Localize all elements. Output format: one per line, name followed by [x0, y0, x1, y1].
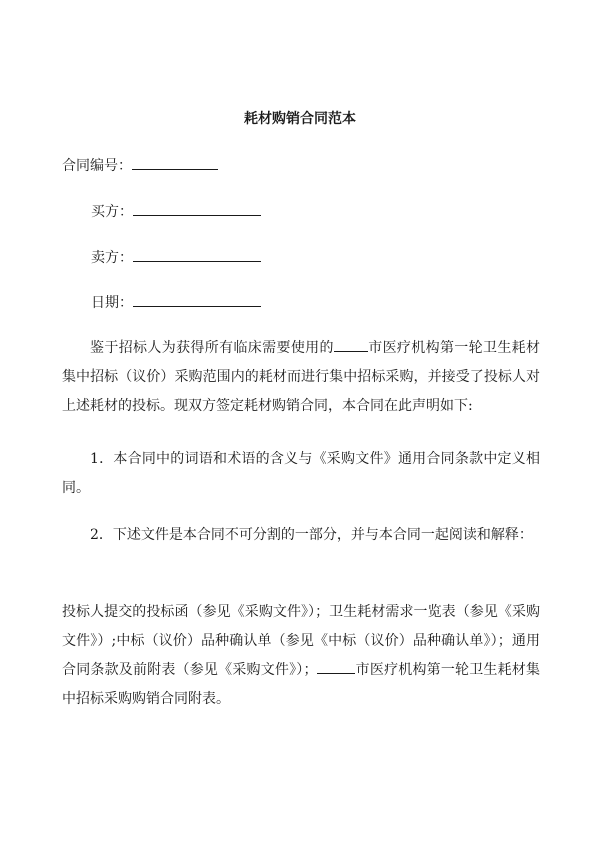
city-blank-1[interactable]	[334, 339, 368, 352]
seller-blank[interactable]	[133, 248, 261, 262]
clause-1	[62, 445, 540, 503]
documents-list-text-2: 市医疗机构第一轮卫生耗材集中招标采购购销合同附表。	[62, 662, 540, 707]
seller-label: 卖方：	[91, 250, 133, 266]
date-field	[91, 293, 261, 312]
buyer-field	[91, 202, 261, 221]
buyer-label: 买方：	[91, 204, 133, 220]
clause-1-text: 1．本合同中的词语和术语的含义与《采购文件》通用合同条款中定义相同。	[62, 451, 540, 496]
date-label: 日期：	[91, 295, 133, 311]
date-blank[interactable]	[133, 293, 261, 307]
contract-number-field	[62, 156, 218, 175]
contract-number-label: 合同编号：	[62, 158, 132, 174]
preamble-paragraph	[62, 334, 540, 421]
seller-field	[91, 248, 261, 267]
clause-2-text: 2．下述文件是本合同不可分割的一部分，并与本合同一起阅读和解释：	[90, 527, 533, 543]
clause-2	[62, 521, 540, 550]
city-blank-2[interactable]	[317, 661, 355, 674]
buyer-blank[interactable]	[133, 202, 261, 216]
documents-list-paragraph	[62, 598, 540, 714]
contract-number-blank[interactable]	[132, 156, 218, 170]
preamble-text-1: 鉴于招标人为获得所有临床需要使用的	[90, 340, 334, 356]
preamble-text-2: 市医疗机构第一轮卫生耗材集中招标（议价）采购范围内的耗材而进行集中招标采购，并接受了投标人对上述耗材的投标。现双方签定耗材购销合同，本合同在此声明如下:	[62, 340, 541, 414]
documents-list-text-1: 投标人提交的投标函（参见《采购文件》）；卫生耗材需求一览表（参见《采购文件》）;中标（议价）品种确认单（参见《中标（议价）品种确认单》）；通用合同条款及前附表（参见《采购文件》）；	[62, 604, 540, 678]
document-title: 耗材购销合同范本	[244, 111, 356, 127]
